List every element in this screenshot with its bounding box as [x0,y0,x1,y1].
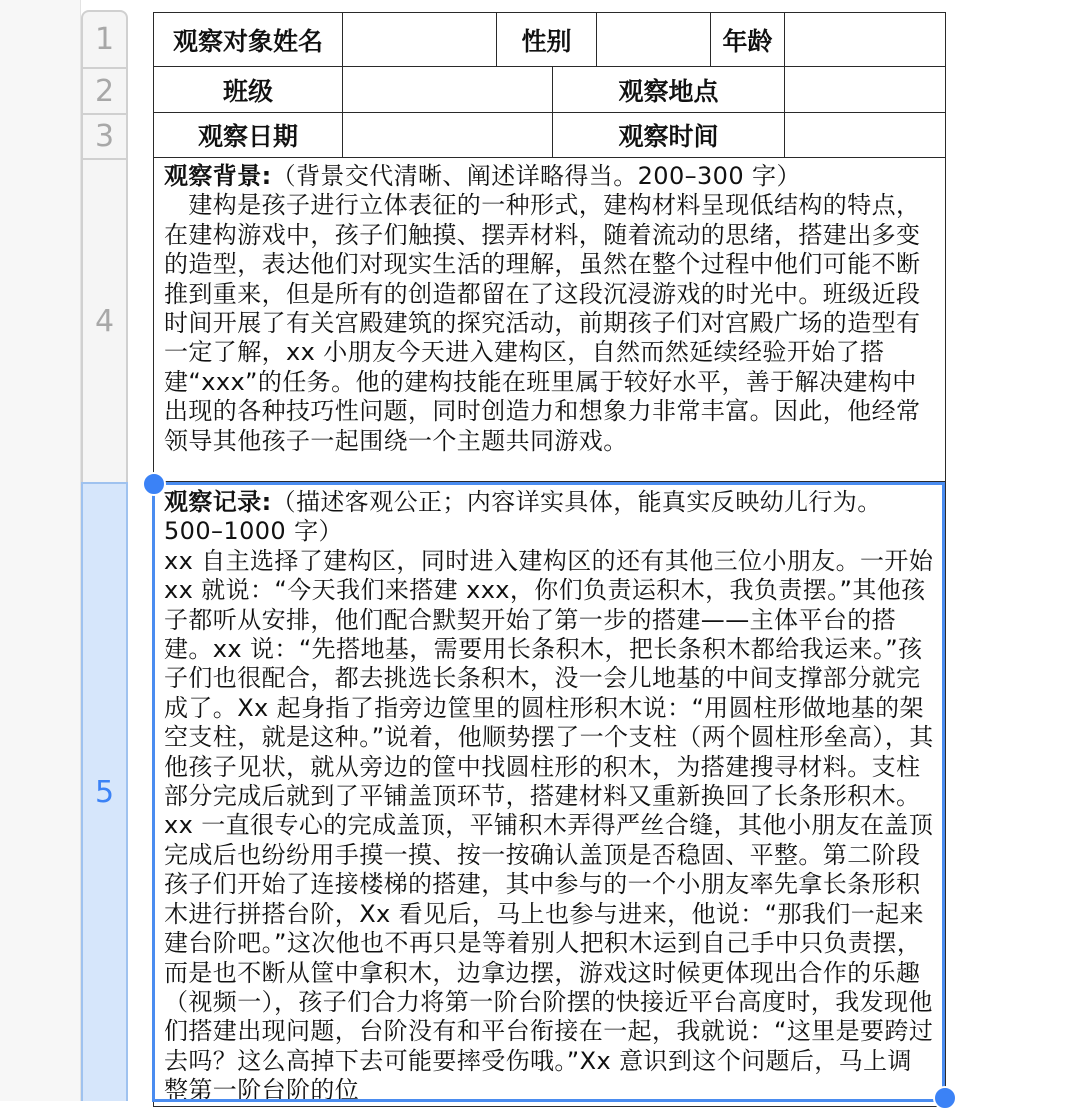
background-hint: （背景交代清晰、阐述详略得当。200–300 字） [271,162,801,190]
table-row [154,67,946,113]
selection-handle-top-left[interactable] [142,472,166,496]
age-label: 年龄 [711,13,785,67]
location-value-cell[interactable] [785,67,946,113]
selection-handle-bottom-right[interactable] [933,1086,957,1110]
record-body: xx 自主选择了建构区，同时进入建构区的还有其他三位小朋友。一开始 xx 就说：“今天我们来搭建 xxx，你们负责运积木，我负责摆。”其他孩子都听从安排，他们配合默契开始了第一步的搭建——主体平台的搭建。xx 说：“先搭地基，需要用长条积木，把长条积木都给我运来。”孩子们也很配合，都去挑选长条积木，没一会儿地基的中间支撑部分就完成了。Xx 起身指了指旁边筐里的圆柱形积木说：“用圆柱形做地基的架空支柱，就是这种。”说着，他顺势摆了一个支柱（两个圆柱形垒高），其他孩子见状，就从旁边的筐中找圆柱形的积木，为搭建搜寻材料。支柱部分完成后就到了平铺盖顶环节，搭建材料又重新换回了长条形积木。xx 一直很专心的完成盖顶，平铺积木弄得严丝合缝，其他小朋友在盖顶完成后也纷纷用手摸一摸、按一按确认盖顶是否稳固、平整。第二阶段孩子们开始了连接楼梯的搭建，其中参与的一个小朋友率先拿长条形积木进行拼搭台阶，Xx 看见后，马上也参与进来，他说：“那我们一起来建台阶吧。”这次他也不再只是等着别人把积木运到自己手中只负责摆，而是也不断从筐中拿积木，边拿边摆，游戏这时候更体现出合作的乐趣（视频一），孩子们合力将第一阶台阶摆的快接近平台高度时，我发现他们搭建出现问题，台阶没有和平台衔接在一起，我就说：“这里是要跨过去吗？这么高掉下去可能要摔受伤哦。”Xx 意识到这个问题后，马上调整第一阶台阶的位 [164,546,934,1105]
row-header-5-selected[interactable] [81,482,128,1101]
row-number: 3 [94,119,115,154]
row-header-3[interactable] [81,113,128,158]
gender-value-cell[interactable] [597,13,711,67]
gender-label: 性别 [497,13,597,67]
background-heading: 观察背景: [164,162,272,190]
class-value-cell[interactable] [343,67,553,113]
table-row [154,158,946,482]
table-row [154,113,946,158]
row-number: 5 [94,775,115,810]
time-label: 观察时间 [553,113,785,158]
name-value-cell[interactable] [343,13,497,67]
observation-table [153,12,946,1107]
age-value-cell[interactable] [785,13,946,67]
date-label: 观察日期 [154,113,343,158]
class-label: 班级 [154,67,343,113]
table-row [154,482,946,1107]
row-header-2[interactable] [81,67,128,113]
table-row [154,13,946,67]
left-gutter [0,0,81,1101]
row-header-4[interactable] [81,158,128,482]
row-header-1[interactable] [81,10,128,67]
location-label: 观察地点 [553,67,785,113]
record-cell[interactable] [154,482,946,1107]
row-number: 4 [94,303,115,339]
background-body: 建构是孩子进行立体表征的一种形式，建构材料呈现低结构的特点，在建构游戏中，孩子们触摸、摆弄材料，随着流动的思绪，搭建出多变的造型，表达他们对现实生活的理解，虽然在整个过程中他们可能不断推到重来，但是所有的创造都留在了这段沉浸游戏的时光中。班级近段时间开展了有关宫殿建筑的探究活动，前期孩子们对宫殿广场的造型有一定了解，xx 小朋友今天进入建构区，自然而然延续经验开始了搭建“xxx”的任务。他的建构技能在班里属于较好水平，善于解决建构中出现的各种技巧性问题，同时创造力和想象力非常丰富。因此，他经常领导其他孩子一起围绕一个主题共同游戏。 [164,191,921,455]
date-value-cell[interactable] [343,113,553,158]
record-heading: 观察记录: [164,488,272,516]
time-value-cell[interactable] [785,113,946,158]
name-label: 观察对象姓名 [154,13,343,67]
row-number: 1 [94,22,115,57]
row-number: 2 [94,73,115,109]
background-cell[interactable] [154,158,946,482]
record-hint: （描述客观公正；内容详实具体，能真实反映幼儿行为。500–1000 字） [164,488,882,546]
